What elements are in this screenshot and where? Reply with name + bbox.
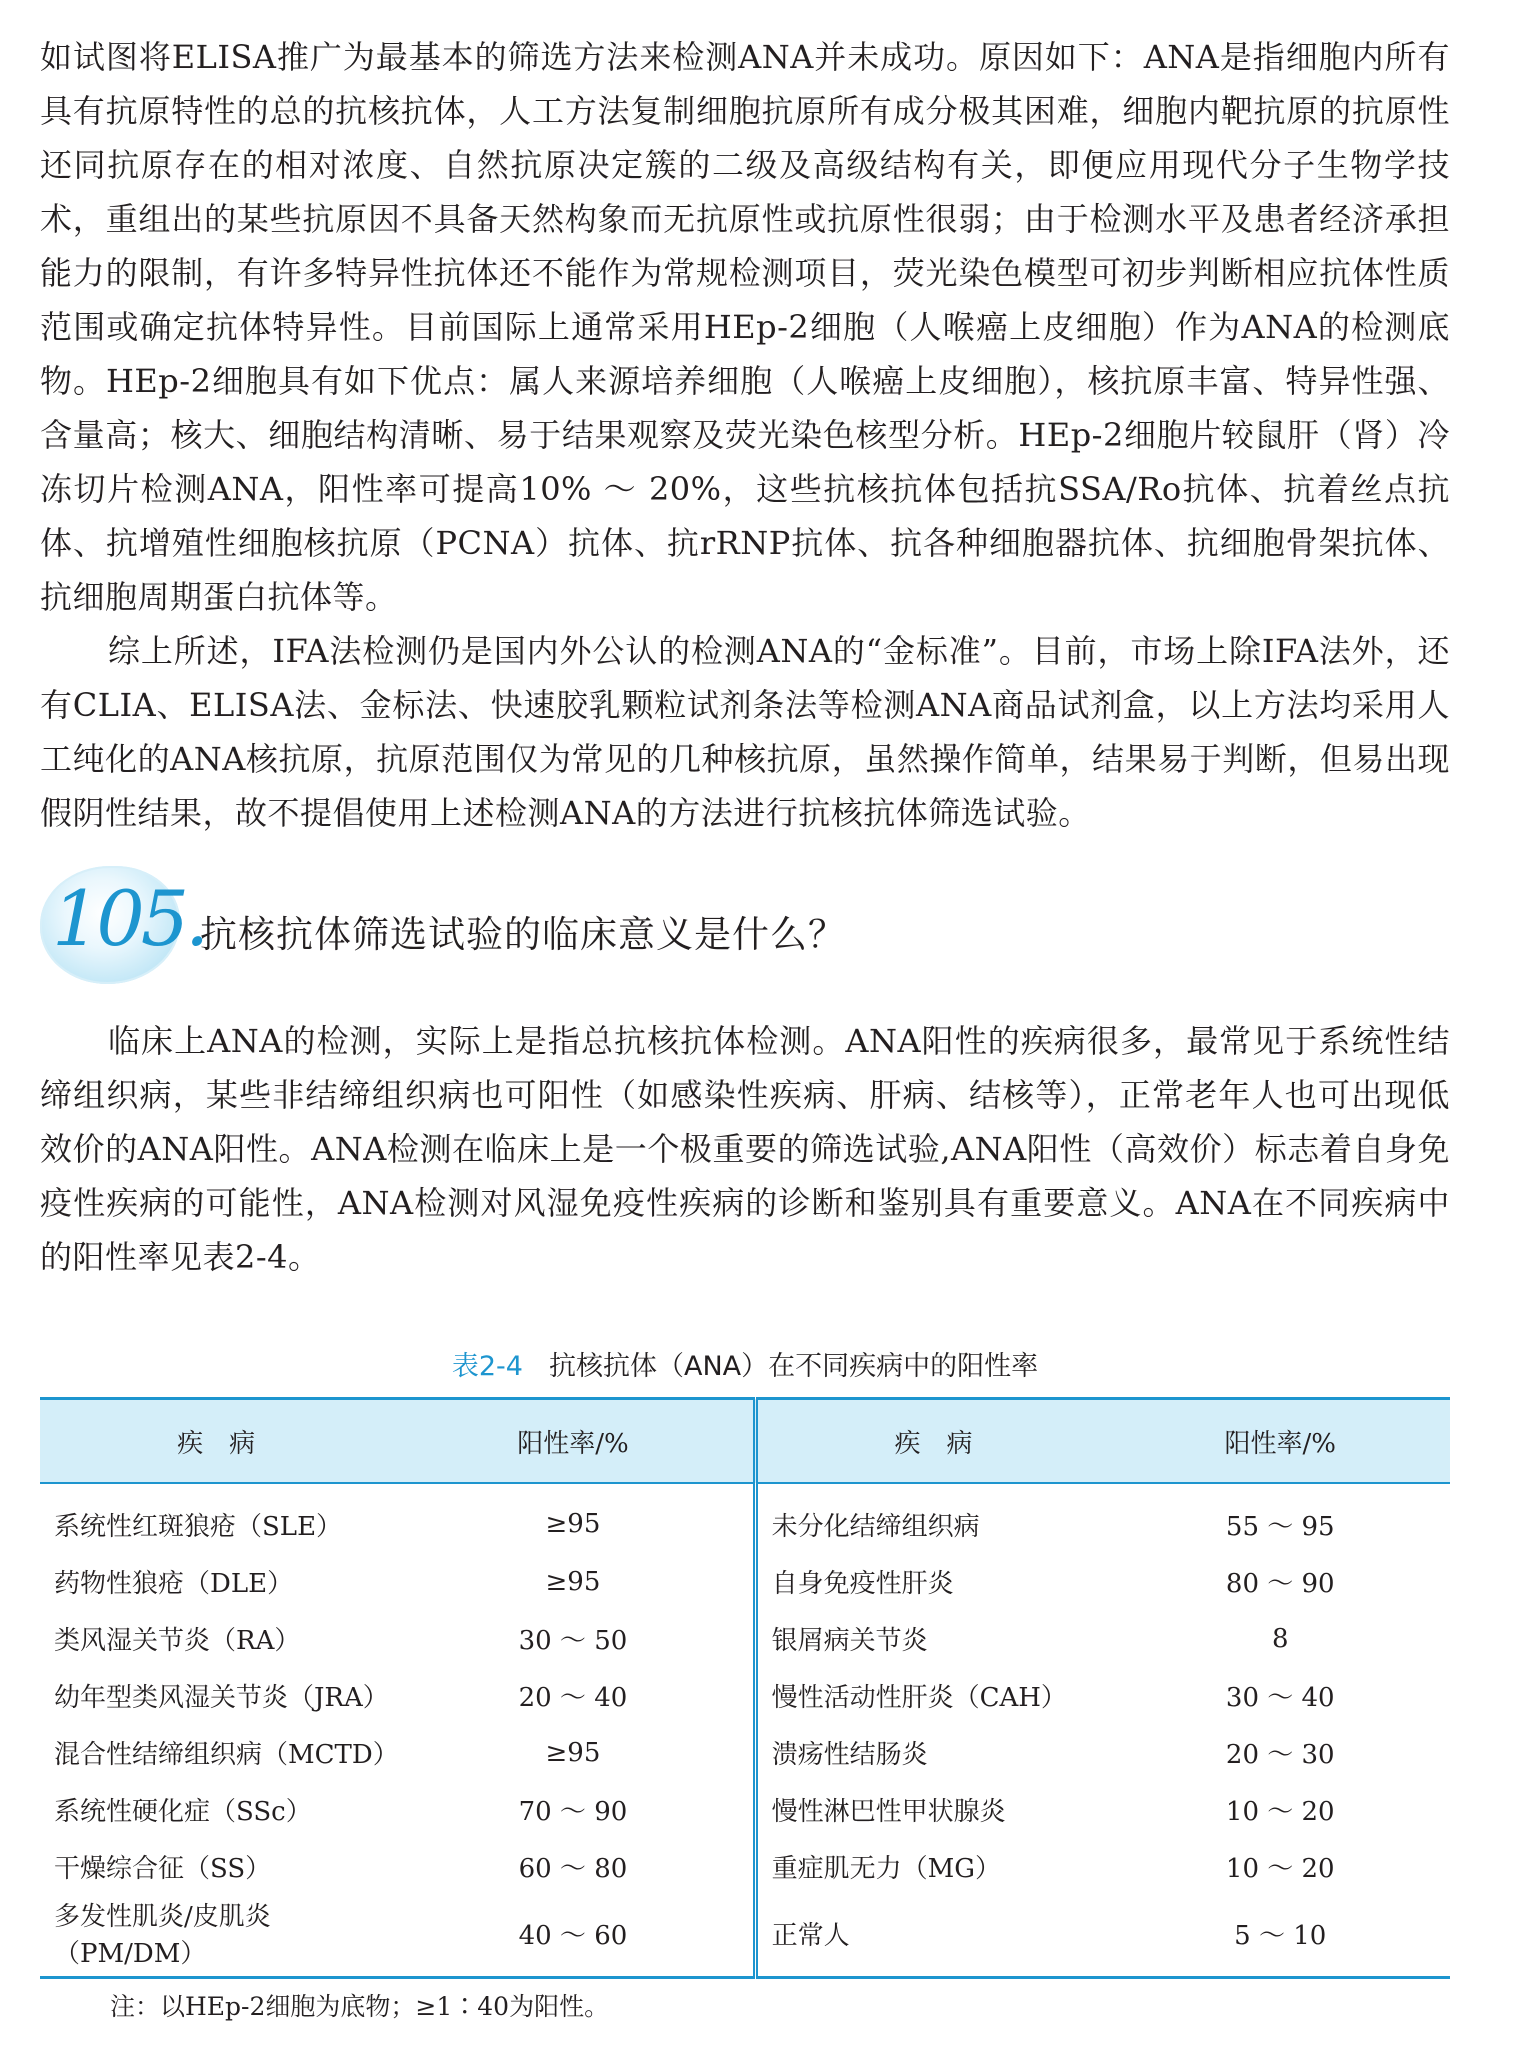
rate-cell: 8 bbox=[1271, 1623, 1289, 1654]
table-note: 注：以HEp-2细胞为底物；≥1∶40为阳性。 bbox=[110, 1992, 610, 2021]
disease-cell: 干燥综合征（SS） bbox=[54, 1854, 272, 1884]
disease-cell: 多发性肌炎/皮肌炎（PM/DM） bbox=[54, 1902, 271, 1969]
disease-cell: 类风湿关节炎（RA） bbox=[54, 1626, 301, 1656]
section-title: 抗核抗体筛选试验的临床意义是什么？ bbox=[200, 913, 846, 956]
body-paragraph-1: 如试图将ELISA推广为最基本的筛选方法来检测ANA并未成功。原因如下：ANA是指细胞内所有具有抗原特性的总的抗核抗体，人工方法复制细胞抗原所有成分极其困难，细胞内靶抗原的抗原性还同抗原存在的相对浓度、自然抗原决定簇的二级及高级结构有关，即便应用现代分子生物学技术，重组出的某些抗原因不具备天然构象而无抗原性或抗原性很弱；由于检测水平及患者经济承担能力的限制，有许多特异性抗体还不能作为常规检测项目，荧光染色模型可初步判断相应抗体性质范围或确定抗体特异性。目前国际上通常采用HEp-2细胞（人喉癌上皮细胞）作为ANA的检测底物。HEp-2细胞具有如下优点：属人来源培养细胞（人喉癌上皮细胞），核抗原丰富、特异性强、含量高；核大、细胞结构清晰、易于结果观察及荧光染色核型分析。HEp-2细胞片较鼠肝（肾）冷冻切片检测ANA，阳性率可提高10% ～ 20%，这些抗核抗体包括抗SSA/Ro抗体、抗着丝点抗体、抗增殖性细胞核抗原（PCNA）抗体、抗rRNP抗体、抗各种细胞器抗体、抗细胞骨架抗体、抗细胞周期蛋白抗体等。 bbox=[40, 38, 1450, 616]
table-row bbox=[40, 1895, 1450, 1978]
header-rate-right: 阳性率/% bbox=[1111, 1399, 1450, 1484]
rate-cell: 30 ～ 50 bbox=[393, 1610, 755, 1667]
table-row bbox=[40, 1724, 1450, 1781]
disease-cell: 药物性狼疮（DLE） bbox=[54, 1569, 294, 1599]
disease-cell: 慢性活动性肝炎（CAH） bbox=[771, 1683, 1067, 1713]
header-disease-left: 疾 病 bbox=[40, 1399, 393, 1484]
rate-cell: 70 ～ 90 bbox=[393, 1781, 755, 1838]
table-header-row bbox=[40, 1399, 1450, 1484]
rate-cell: 10 ～ 20 bbox=[1225, 1797, 1335, 1827]
table-row bbox=[40, 1553, 1450, 1610]
disease-cell: 未分化结缔组织病 bbox=[771, 1511, 980, 1542]
table-row bbox=[40, 1781, 1450, 1838]
rate-cell: ≥95 bbox=[393, 1724, 755, 1781]
rate-cell: 5 ～ 10 bbox=[1234, 1920, 1327, 1951]
rate-cell: ≥95 bbox=[393, 1483, 755, 1553]
disease-cell: 系统性硬化症（SSc） bbox=[54, 1797, 312, 1827]
section-heading bbox=[40, 866, 1450, 996]
disease-cell: 混合性结缔组织病（MCTD） bbox=[54, 1740, 399, 1770]
rate-cell: 40 ～ 60 bbox=[393, 1895, 755, 1978]
table-row bbox=[40, 1838, 1450, 1895]
table-row bbox=[40, 1667, 1450, 1724]
rate-cell: 80 ～ 90 bbox=[1225, 1569, 1335, 1599]
rate-cell: 55 ～ 95 bbox=[1225, 1511, 1335, 1542]
disease-cell: 自身免疫性肝炎 bbox=[771, 1569, 954, 1599]
section-number: 105. bbox=[52, 874, 206, 963]
table-row bbox=[40, 1610, 1450, 1667]
rate-cell: ≥95 bbox=[393, 1553, 755, 1610]
table-label: 表2-4 bbox=[451, 1351, 523, 1382]
disease-cell: 溃疡性结肠炎 bbox=[771, 1740, 928, 1770]
table-caption bbox=[40, 1344, 1450, 1383]
rate-cell: 30 ～ 40 bbox=[1225, 1683, 1335, 1713]
section-paragraph: 临床上ANA的检测，实际上是指总抗核抗体检测。ANA阳性的疾病很多，最常见于系统性结缔组织病，某些非结缔组织病也可阳性（如感染性疾病、肝病、结核等），正常老年人也可出现低效价的ANA阳性。ANA检测在临床上是一个极重要的筛选试验,ANA阳性（高效价）标志着自身免疫性疾病的可能性，ANA检测对风湿免疫性疾病的诊断和鉴别具有重要意义。ANA在不同疾病中的阳性率见表2-4。 bbox=[40, 1022, 1450, 1276]
disease-cell: 银屑病关节炎 bbox=[771, 1626, 928, 1656]
table-row bbox=[40, 1483, 1450, 1553]
disease-cell: 慢性淋巴性甲状腺炎 bbox=[771, 1797, 1006, 1827]
body-paragraph-2: 综上所述，IFA法检测仍是国内外公认的检测ANA的“金标准”。目前，市场上除IFA法外，还有CLIA、ELISA法、金标法、快速胶乳颗粒试剂条法等检测ANA商品试剂盒，以上方法均采用人工纯化的ANA核抗原，抗原范围仅为常见的几种核抗原，虽然操作简单，结果易于判断，但易出现假阴性结果，故不提倡使用上述检测ANA的方法进行抗核抗体筛选试验。 bbox=[40, 632, 1450, 832]
disease-cell: 正常人 bbox=[771, 1920, 850, 1951]
header-disease-right: 疾 病 bbox=[755, 1399, 1110, 1484]
rate-cell: 10 ～ 20 bbox=[1225, 1854, 1335, 1884]
disease-cell: 系统性红斑狼疮（SLE） bbox=[54, 1511, 343, 1542]
disease-cell: 幼年型类风湿关节炎（JRA） bbox=[54, 1683, 389, 1713]
disease-cell: 重症肌无力（MG） bbox=[771, 1854, 1001, 1884]
header-rate-left: 阳性率/% bbox=[393, 1399, 755, 1484]
table-title: 抗核抗体（ANA）在不同疾病中的阳性率 bbox=[548, 1351, 1039, 1382]
rate-cell: 60 ～ 80 bbox=[393, 1838, 755, 1895]
section-number-badge bbox=[40, 866, 206, 984]
page-content bbox=[40, 30, 1450, 2023]
rate-cell: 20 ～ 40 bbox=[393, 1667, 755, 1724]
rate-cell: 20 ～ 30 bbox=[1225, 1740, 1335, 1770]
positivity-rate-table bbox=[40, 1397, 1450, 1979]
